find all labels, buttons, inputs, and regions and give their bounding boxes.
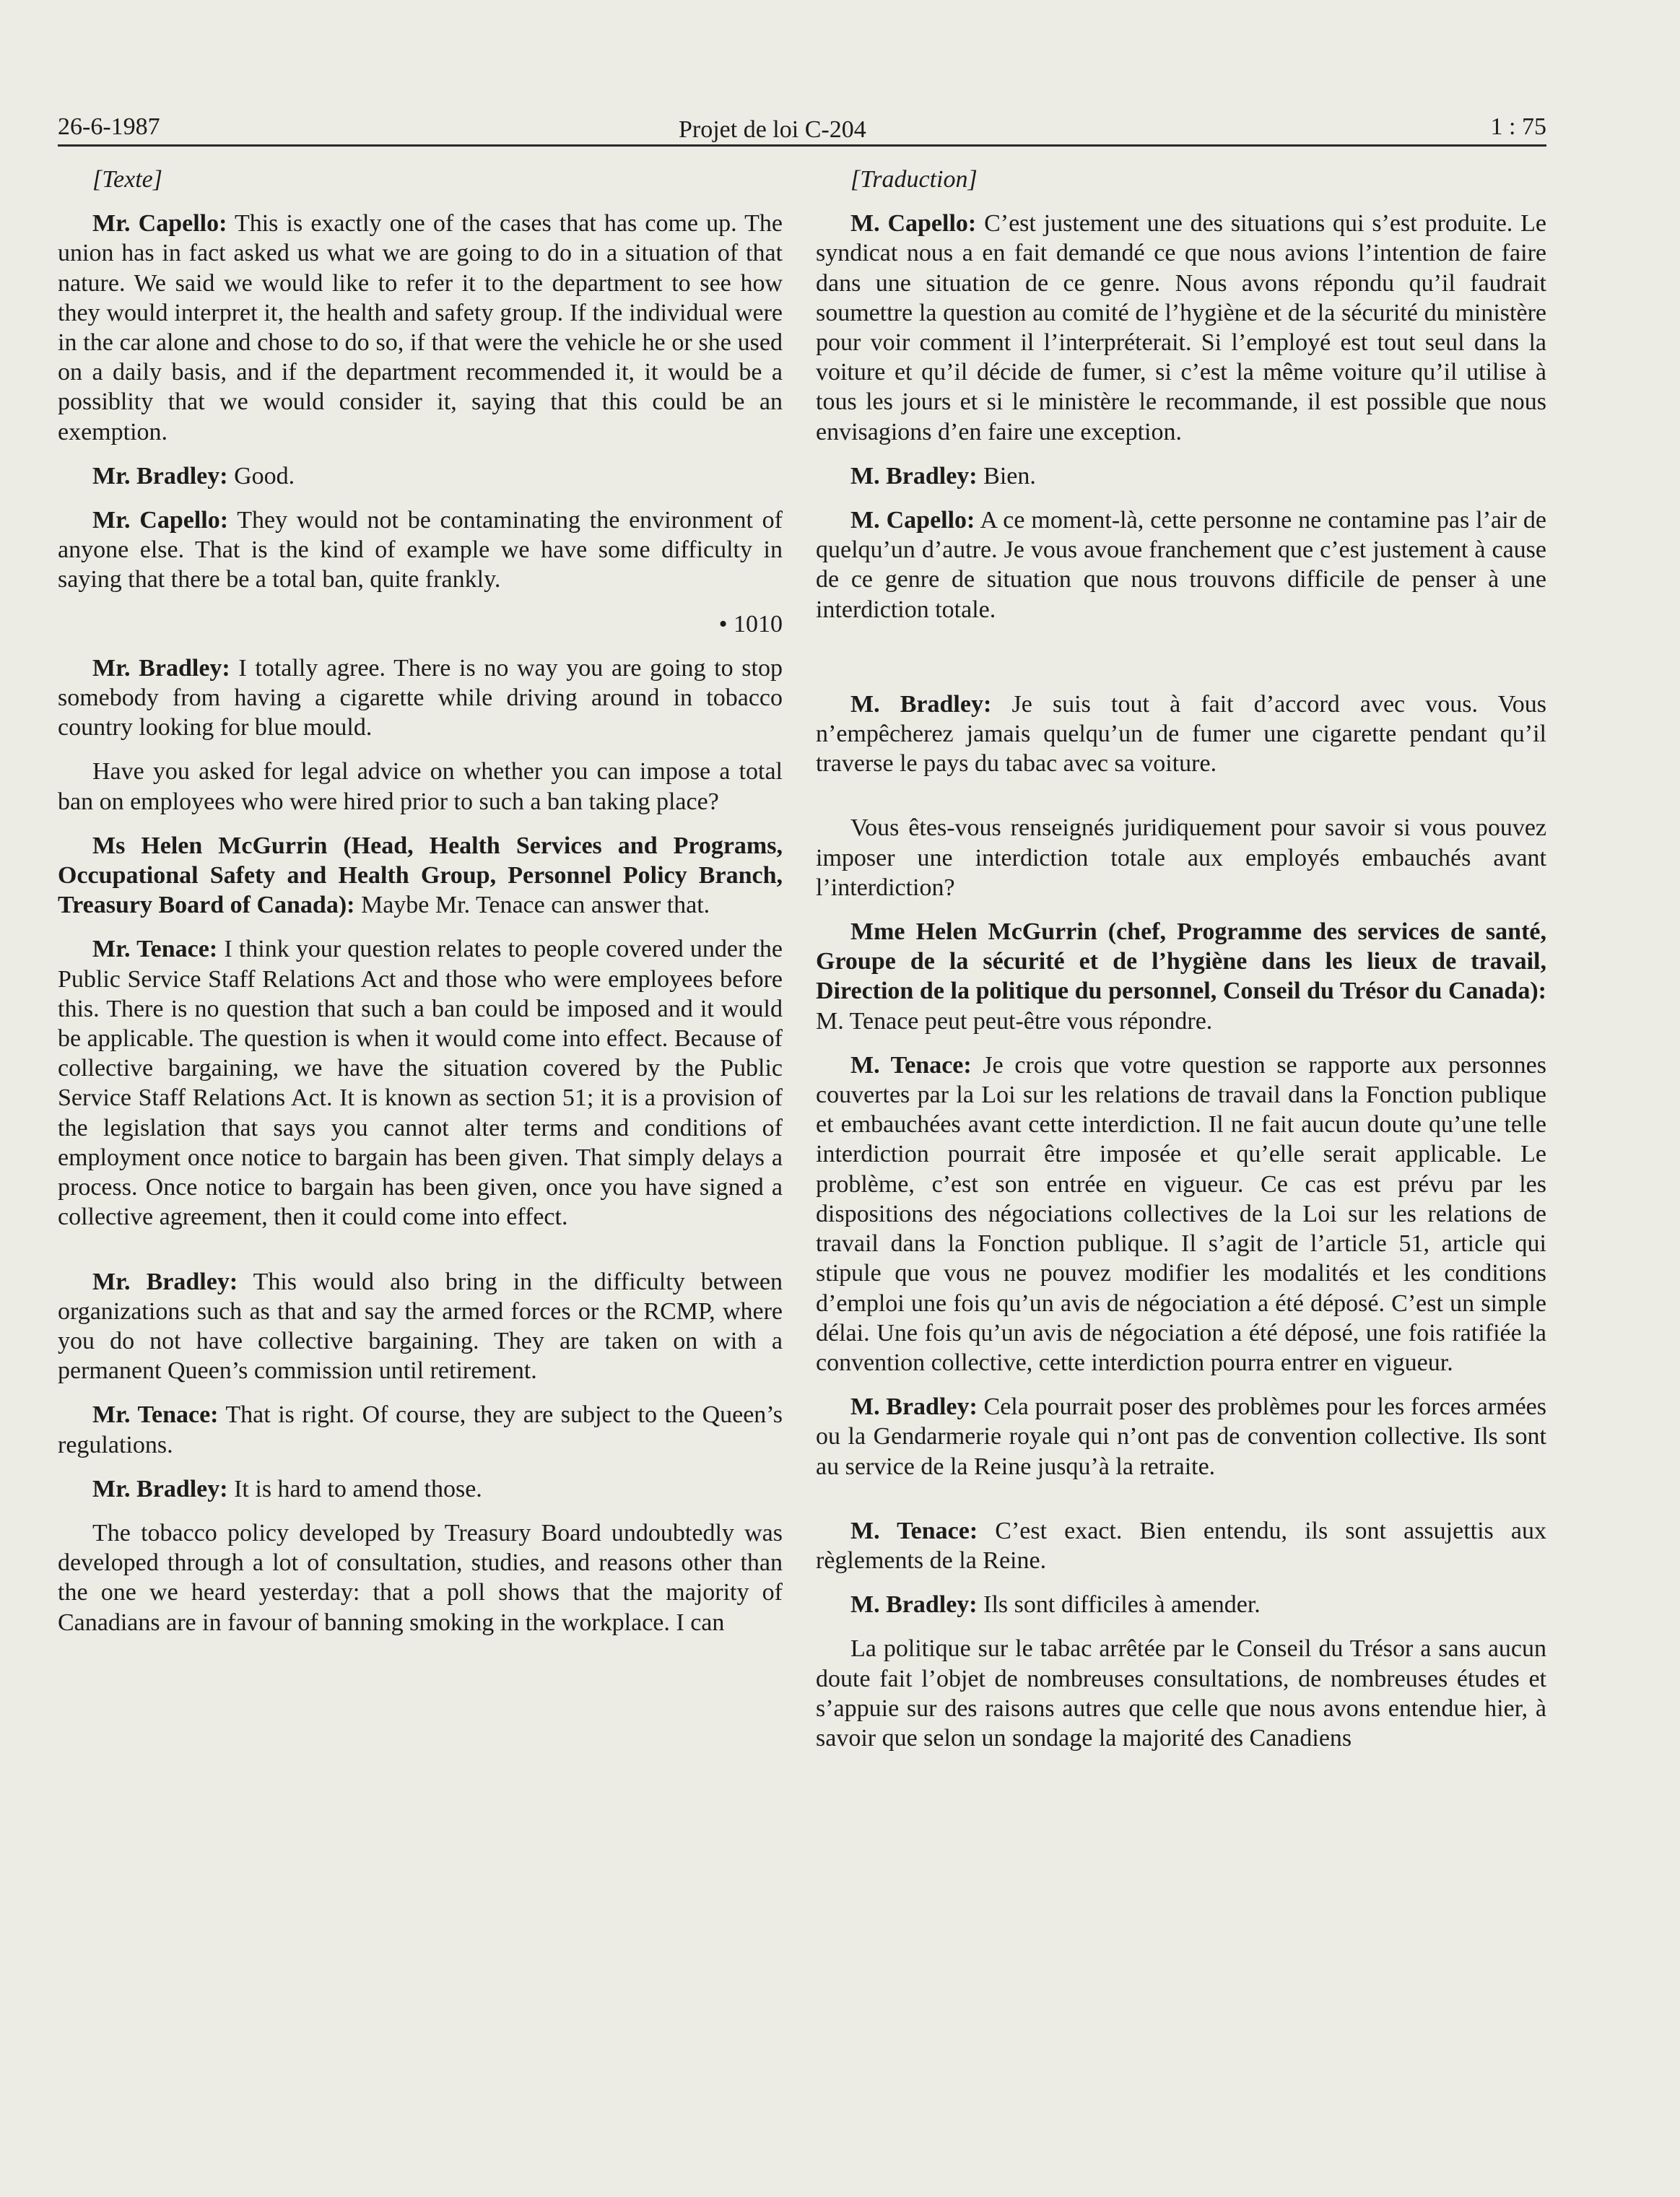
paragraph bbox=[816, 689, 1546, 779]
speaker-name: M. Bradley: bbox=[850, 1591, 978, 1619]
speech-text: Good. bbox=[227, 462, 295, 490]
speech-text: They would not be contaminating the environment of anyone else. That is the kind of example we have some difficulty in saying that there be a total ban, quite frankly. bbox=[58, 507, 783, 593]
header-page-number: 1 : 75 bbox=[1490, 113, 1546, 140]
speech-text: C’est exact. Bien entendu, ils sont assujettis aux règlements de la Reine. bbox=[816, 1517, 1546, 1574]
spacer bbox=[816, 639, 1546, 689]
speaker-name: Ms Helen McGurrin (Head, Health Services and Programs, Occupational Safety and Health Group, Personnel Policy Branch, Treasury Board of Canada): bbox=[58, 832, 783, 919]
speech-text: Cela pourrait poser des problèmes pour les forces armées ou la Gendarmerie royale qui n’ont pas de convention collective. Ils sont au service de la Reine jusqu’à la retraite. bbox=[816, 1393, 1546, 1480]
speech-text: Bien. bbox=[977, 462, 1036, 490]
speech-text: C’est justement une des situations qui s’est produite. Le syndicat nous a en fait demandé ce que nous avions l’intention de faire dans une situation de ce genre. Nous avons répondu qu’il faudrait soumettre la question au comité de l’hygiène et de la sécurité du ministère pour voir comment il l’interpréterait. Si l’employé est tout seul dans la voiture et qu’il décide de fumer, si c’est la même voiture qu’il utilise à tous les jours et si le ministère le recommande, il est possible que nous envisagions d’en faire une exception. bbox=[816, 210, 1547, 445]
paragraph: La politique sur le tabac arrêtée par le Conseil du Trésor a sans aucun doute fait l’objet de nombreuses consultations, de nombreuses études et s’appuie sur des raisons autres que celle que nous avons entendue hier, à savoir que selon un sondage la majorité des Canadiens bbox=[816, 1635, 1546, 1752]
paragraph: Have you asked for legal advice on whether you can impose a total ban on employees who were hired prior to such a ban taking place? bbox=[58, 758, 783, 815]
french-column bbox=[816, 165, 1546, 1767]
speaker-name: M. Tenace: bbox=[850, 1517, 978, 1544]
speech-text: A ce moment-là, cette personne ne contamine pas l’air de quelqu’un d’autre. Je vous avoue franchement que c’est justement à cause de ce genre de situation que nous trouvons difficile de penser à une interdiction totale. bbox=[816, 507, 1547, 623]
speaker-name: M. Tenace: bbox=[850, 1051, 972, 1079]
page-header bbox=[58, 107, 1546, 143]
paragraph bbox=[816, 1050, 1546, 1378]
speaker-name: Mr. Tenace: bbox=[92, 936, 218, 963]
paragraph bbox=[816, 1516, 1546, 1575]
paragraph bbox=[58, 653, 783, 743]
speech-text: It is hard to amend those. bbox=[227, 1475, 482, 1502]
speaker-name: Mr. Bradley: bbox=[92, 654, 230, 682]
speech-text: Ils sont difficiles à amender. bbox=[977, 1591, 1261, 1619]
spacer bbox=[58, 1247, 783, 1267]
paragraph bbox=[58, 461, 783, 491]
speaker-name: Mr. Bradley: bbox=[92, 1268, 238, 1295]
paragraph: Vous êtes-vous renseignés juridiquement pour savoir si vous pouvez imposer une interdiction totale aux employés embauchés avant l’interdiction? bbox=[816, 814, 1546, 901]
time-marker: • 1010 bbox=[718, 610, 783, 638]
speaker-name: Mr. Capello: bbox=[92, 507, 229, 534]
speech-text: This would also bring in the difficulty between organizations such as that and say the armed forces or the RCMP, where you do not have collective bargaining. They are taken on with a permanent Queen’s commission until retirement. bbox=[58, 1268, 783, 1385]
speaker-name: Mr. Bradley: bbox=[92, 1475, 228, 1502]
speech-text: Je crois que votre question se rapporte aux personnes couvertes par la Loi sur les relations de travail dans la Fonction publique et embauchées avant cette interdiction. Il ne fait aucun doute qu’une telle interdiction pourrait être imposée et qu’elle serait applicable. Le problème, c’est son entrée en vigueur. Ce cas est prévu par les dispositions des négociations collectives de la Loi sur les relations de travail dans la Fonction publique. Il s’agit de l’article 51, article qui stipule que vous ne pouvez modifier les modalités et les conditions d’emploi une fois qu’un avis de négociation a été déposé. C’est un simple délai. Une fois qu’un avis de négociation a été déposé, une fois ratifiée la convention collective, cette interdiction pourra entrer en vigueur. bbox=[816, 1051, 1546, 1376]
text-tag: [Texte] bbox=[92, 166, 162, 193]
speech-text: I totally agree. There is no way you are going to stop somebody from having a cigarette while driving around in tobacco country looking for blue mould. bbox=[58, 654, 783, 741]
paragraph bbox=[58, 505, 783, 595]
speaker-name: M. Bradley: bbox=[850, 462, 978, 490]
paragraph bbox=[58, 1400, 783, 1459]
speaker-name: M. Capello: bbox=[850, 210, 977, 238]
paragraph bbox=[816, 1590, 1546, 1619]
translation-tag: [Traduction] bbox=[850, 166, 978, 193]
paragraph bbox=[816, 461, 1546, 491]
paragraph bbox=[58, 934, 783, 1232]
speech-text: I think your question relates to people covered under the Public Service Staff Relations Act and those who were employees before this. There is no question that such a ban could be imposed and it would be applicable. The question is when it would come into effect. Because of collective bargaining, we have the situation covered by the Public Service Staff Relations Act. It is known as section 51; it is a provision of the legislation that says you cannot alter terms and conditions of employment once notice to bargain has been given. That simply delays a process. Once notice to bargain has been given, once you have signed a collective agreement, then it could come into effect. bbox=[58, 936, 783, 1231]
paragraph bbox=[58, 1267, 783, 1386]
header-date: 26-6-1987 bbox=[58, 113, 160, 140]
speech-text: This is exactly one of the cases that has come up. The union has in fact asked us what we are going to do in a situation of that nature. We said we would like to refer it to the department to see how they would interpret it, the health and safety group. If the individual were in the car alone and chose to do so, if that were the vehicle he or she used on a daily basis, and if the department recommended it, it would be a possiblity that we would consider it, saying that this could be an exemption. bbox=[58, 210, 783, 445]
header-rule bbox=[58, 144, 1546, 147]
paragraph bbox=[58, 209, 783, 447]
speaker-name: M. Capello: bbox=[850, 507, 975, 534]
paragraph bbox=[816, 505, 1546, 625]
speaker-name: M. Bradley: bbox=[850, 1393, 978, 1421]
speech-text: Maybe Mr. Tenace can answer that. bbox=[354, 892, 710, 919]
paragraph bbox=[816, 209, 1546, 447]
paragraph bbox=[58, 1474, 783, 1504]
paragraph bbox=[816, 1392, 1546, 1482]
spacer bbox=[816, 793, 1546, 813]
speaker-name: Mme Helen McGurrin (chef, Programme des services de santé, Groupe de la sécurité et de l’hygiène dans les lieux de travail, Direction de la politique du personnel, Conseil du Trésor du Canada): bbox=[816, 918, 1546, 1005]
header-title: Projet de loi C-204 bbox=[679, 116, 866, 143]
speech-text: M. Tenace peut peut-être vous répondre. bbox=[816, 1007, 1213, 1035]
speaker-name: Mr. Bradley: bbox=[92, 462, 228, 490]
english-column bbox=[58, 165, 783, 1652]
paragraph bbox=[58, 831, 783, 921]
paragraph: The tobacco policy developed by Treasury Board undoubtedly was developed through a lot of consultation, studies, and reasons other than the one we heard yesterday: that a poll shows that the majority of Canadians are in favour of banning smoking in the workplace. I can bbox=[58, 1519, 783, 1636]
speaker-name: Mr. Tenace: bbox=[92, 1401, 219, 1429]
paragraph bbox=[816, 917, 1546, 1036]
speaker-name: M. Bradley: bbox=[850, 690, 992, 718]
spacer bbox=[816, 1496, 1546, 1516]
speech-text: Je suis tout à fait d’accord avec vous. Vous n’empêcherez jamais quelqu’un de fumer une cigarette pendant qu’il traverse le pays du tabac avec sa voiture. bbox=[816, 690, 1546, 778]
speaker-name: Mr. Capello: bbox=[92, 210, 227, 238]
speech-text: That is right. Of course, they are subject to the Queen’s regulations. bbox=[58, 1401, 783, 1458]
